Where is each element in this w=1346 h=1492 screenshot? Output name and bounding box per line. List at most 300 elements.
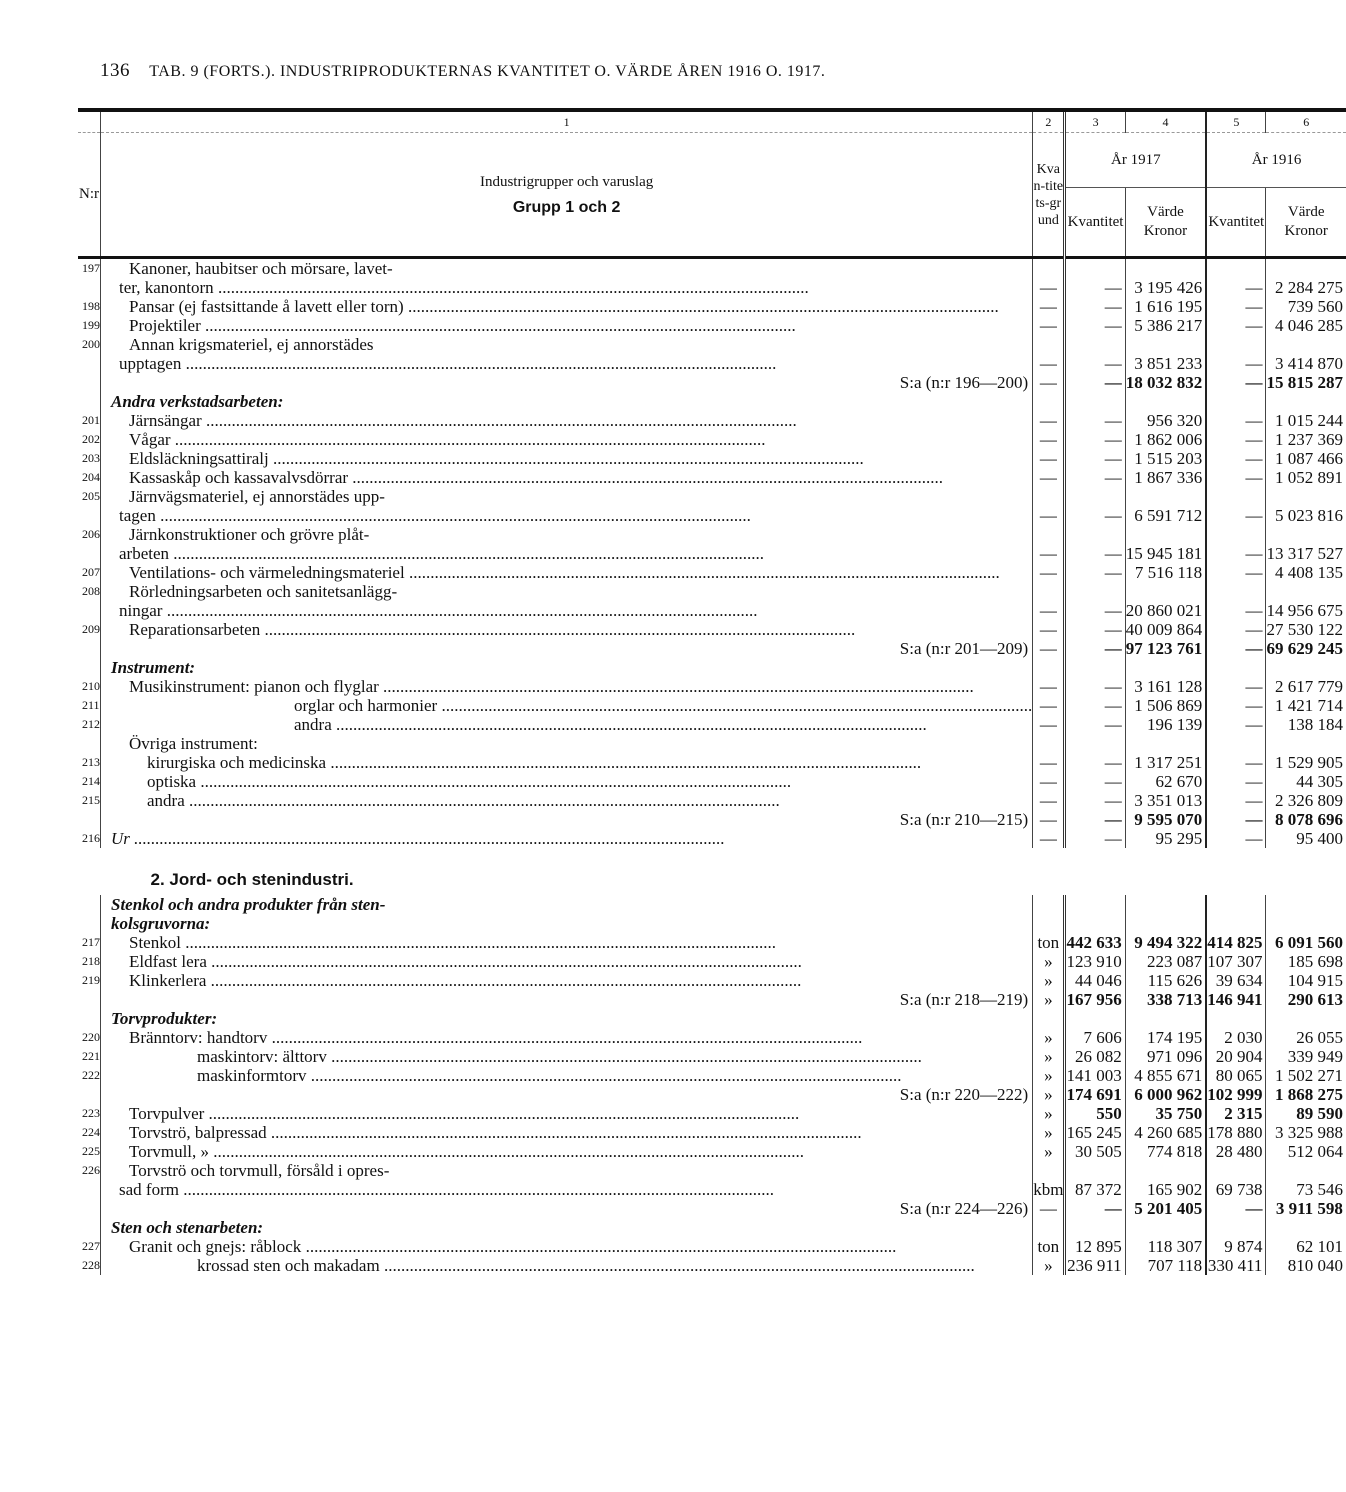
row-number: 204 <box>82 470 100 484</box>
row-number: 228 <box>82 1258 100 1272</box>
quantity-1917: 26 082 <box>1065 1047 1125 1066</box>
value-1917: 196 139 <box>1125 715 1206 734</box>
table-row <box>78 734 1346 753</box>
quantity-1916: 20 904 <box>1206 1047 1266 1066</box>
value-1916: 62 101 <box>1266 1237 1346 1256</box>
row-number: 206 <box>82 527 100 541</box>
table-row <box>78 990 1346 1009</box>
quantity-1917: — <box>1065 468 1125 487</box>
quantity-1917: — <box>1065 373 1125 392</box>
row-label-text: Torvströ och torvmull, försåld i opres- <box>129 1161 390 1180</box>
row-number <box>78 639 101 658</box>
value-1917: 18 032 832 <box>1125 373 1206 392</box>
row-label-text: kolsgruvorna: <box>111 914 211 933</box>
quantity-1917 <box>1065 895 1125 933</box>
value-1916 <box>1266 895 1346 933</box>
row-number <box>78 658 101 677</box>
unit-cell: » <box>1033 1142 1065 1161</box>
page-header <box>100 60 825 82</box>
value-1917: 223 087 <box>1125 952 1206 971</box>
row-number <box>78 1199 101 1218</box>
row-label <box>101 1199 1033 1218</box>
data-table <box>78 108 1346 1275</box>
row-number: 213 <box>82 755 100 769</box>
value-1917: 3 851 233 <box>1125 335 1206 373</box>
row-label-text: Eldsläckningsattiralj ..... <box>101 449 1032 468</box>
table-row <box>78 468 1346 487</box>
unit-cell: — <box>1033 316 1065 335</box>
quantity-1916: 414 825 <box>1206 933 1266 952</box>
table-row <box>78 952 1346 971</box>
value-1917: 40 009 864 <box>1125 620 1206 639</box>
value-1916: 185 698 <box>1266 952 1346 971</box>
row-label-text: arbeten ..... <box>101 544 1032 563</box>
quantity-1916: 28 480 <box>1206 1142 1266 1161</box>
row-label-text: andra ..... <box>294 715 1032 734</box>
table-row <box>78 715 1346 734</box>
row-number: 224 <box>82 1125 100 1139</box>
row-label-text: Sten och stenarbeten: <box>111 1218 264 1237</box>
row-number <box>78 1218 101 1237</box>
value-1916: 339 949 <box>1266 1047 1346 1066</box>
value-1916: 138 184 <box>1266 715 1346 734</box>
table-row <box>78 487 1346 525</box>
row-number: 205 <box>82 489 100 503</box>
row-label <box>101 582 1033 620</box>
value-1916: 2 617 779 <box>1266 677 1346 696</box>
row-label <box>101 791 1033 810</box>
quantity-1917: — <box>1065 1199 1125 1218</box>
row-number: 222 <box>82 1068 100 1082</box>
unit-cell: » <box>1033 1256 1065 1275</box>
row-label-text: S:a (n:r 196—200) <box>899 373 1029 392</box>
value-1916: 810 040 <box>1266 1256 1346 1275</box>
table-row <box>78 1218 1346 1237</box>
value-1917: 62 670 <box>1125 772 1206 791</box>
value-1917: 1 862 006 <box>1125 430 1206 449</box>
value-1916: 1 052 891 <box>1266 468 1346 487</box>
colnum-6: 6 <box>1266 110 1346 133</box>
value-1916: 14 956 675 <box>1266 582 1346 620</box>
unit-cell: — <box>1033 430 1065 449</box>
header-year-1917: År 1917 <box>1065 133 1206 188</box>
quantity-1917: — <box>1065 715 1125 734</box>
row-label <box>101 772 1033 791</box>
quantity-1916: 146 941 <box>1206 990 1266 1009</box>
row-label-text: maskinformtorv ..... <box>197 1066 1032 1085</box>
quantity-1916: — <box>1206 791 1266 810</box>
value-1917: 3 195 426 <box>1125 258 1206 298</box>
row-number <box>78 1009 101 1028</box>
quantity-1917 <box>1065 392 1125 411</box>
unit-cell: — <box>1033 715 1065 734</box>
quantity-1917: — <box>1065 810 1125 829</box>
quantity-1916: — <box>1206 430 1266 449</box>
quantity-1917: — <box>1065 620 1125 639</box>
row-label <box>101 810 1033 829</box>
value-1916: 1 529 905 <box>1266 753 1346 772</box>
value-1917: 338 713 <box>1125 990 1206 1009</box>
quantity-1917: 30 505 <box>1065 1142 1125 1161</box>
header-kvantitet-1917: Kvantitet <box>1065 188 1125 258</box>
value-1917: 6 000 962 <box>1125 1085 1206 1104</box>
value-1916: 739 560 <box>1266 297 1346 316</box>
quantity-1917: — <box>1065 449 1125 468</box>
quantity-1917: 44 046 <box>1065 971 1125 990</box>
unit-cell: — <box>1033 563 1065 582</box>
row-label-text: S:a (n:r 210—215) <box>899 810 1029 829</box>
quantity-1917 <box>1065 658 1125 677</box>
row-label-text: sad form ..... <box>101 1180 1032 1199</box>
unit-cell <box>1033 734 1065 753</box>
row-label-text: Järnsängar ..... <box>101 411 1032 430</box>
value-1917: 95 295 <box>1125 829 1206 848</box>
quantity-1917: — <box>1065 297 1125 316</box>
quantity-1917: — <box>1065 639 1125 658</box>
quantity-1916: — <box>1206 582 1266 620</box>
row-number <box>78 810 101 829</box>
quantity-1917: 141 003 <box>1065 1066 1125 1085</box>
quantity-1916: — <box>1206 620 1266 639</box>
value-1916: 512 064 <box>1266 1142 1346 1161</box>
colnum-3: 3 <box>1065 110 1125 133</box>
row-label <box>101 658 1033 677</box>
unit-cell: — <box>1033 335 1065 373</box>
row-label <box>101 449 1033 468</box>
row-label-text: maskintorv: älttorv ..... <box>197 1047 1032 1066</box>
row-number: 207 <box>82 565 100 579</box>
row-label-text: Järnkonstruktioner och grövre plåt- <box>129 525 370 544</box>
value-1916: 69 629 245 <box>1266 639 1346 658</box>
value-1917: 1 616 195 <box>1125 297 1206 316</box>
value-1916: 4 046 285 <box>1266 316 1346 335</box>
value-1916 <box>1266 734 1346 753</box>
table-row <box>78 1047 1346 1066</box>
quantity-1917: 550 <box>1065 1104 1125 1123</box>
quantity-1916: 69 738 <box>1206 1161 1266 1199</box>
row-label-text: S:a (n:r 218—219) <box>899 990 1029 1009</box>
row-label <box>101 696 1033 715</box>
value-1916: 3 414 870 <box>1266 335 1346 373</box>
table-row <box>78 430 1346 449</box>
quantity-1916: 330 411 <box>1206 1256 1266 1275</box>
row-label-text: upptagen ..... <box>101 354 1032 373</box>
row-label-text: ter, kanontorn ..... <box>101 278 1032 297</box>
value-1917: 1 867 336 <box>1125 468 1206 487</box>
colnum-4: 4 <box>1125 110 1206 133</box>
quantity-1917: 442 633 <box>1065 933 1125 952</box>
row-number: 197 <box>82 261 100 275</box>
header-varde-label: Värde <box>1147 204 1184 220</box>
row-label <box>101 753 1033 772</box>
row-label-text: Torvpulver ..... <box>101 1104 1032 1123</box>
table-row <box>78 1123 1346 1142</box>
value-1917: 6 591 712 <box>1125 487 1206 525</box>
value-1917: 1 515 203 <box>1125 449 1206 468</box>
quantity-1917: — <box>1065 753 1125 772</box>
row-number: 211 <box>82 698 100 712</box>
row-label <box>101 990 1033 1009</box>
row-label <box>101 335 1033 373</box>
unit-cell <box>1033 392 1065 411</box>
quantity-1917: 165 245 <box>1065 1123 1125 1142</box>
value-1916: 1 237 369 <box>1266 430 1346 449</box>
row-label-text: S:a (n:r 201—209) <box>899 639 1029 658</box>
row-label-text: optiska ..... <box>101 772 1032 791</box>
row-label-text: Projektiler ..... <box>101 316 1032 335</box>
quantity-1916: — <box>1206 297 1266 316</box>
unit-cell: » <box>1033 1028 1065 1047</box>
quantity-1916: — <box>1206 487 1266 525</box>
value-1916: 1 502 271 <box>1266 1066 1346 1085</box>
row-number: 199 <box>82 318 100 332</box>
unit-cell: — <box>1033 791 1065 810</box>
value-1916: 8 078 696 <box>1266 810 1346 829</box>
quantity-1917: 12 895 <box>1065 1237 1125 1256</box>
value-1917: 15 945 181 <box>1125 525 1206 563</box>
quantity-1917: — <box>1065 696 1125 715</box>
value-1917: 165 902 <box>1125 1161 1206 1199</box>
value-1917 <box>1125 1009 1206 1028</box>
row-label <box>101 392 1033 411</box>
unit-cell: — <box>1033 449 1065 468</box>
row-label <box>101 316 1033 335</box>
quantity-1916: — <box>1206 696 1266 715</box>
row-label <box>101 1123 1033 1142</box>
row-number: 223 <box>82 1106 100 1120</box>
row-label <box>101 895 1033 933</box>
unit-cell: — <box>1033 829 1065 848</box>
row-number <box>78 1085 101 1104</box>
quantity-1916: 178 880 <box>1206 1123 1266 1142</box>
quantity-1917: — <box>1065 430 1125 449</box>
row-label-text: Torvströ, balpressad ..... <box>101 1123 1032 1142</box>
row-label <box>101 525 1033 563</box>
quantity-1917: — <box>1065 791 1125 810</box>
header-unit: Kvan-titets-grund <box>1033 133 1065 258</box>
value-1916: 73 546 <box>1266 1161 1346 1199</box>
value-1916 <box>1266 658 1346 677</box>
value-1916 <box>1266 1218 1346 1237</box>
value-1917 <box>1125 392 1206 411</box>
row-label <box>101 1009 1033 1028</box>
row-label <box>101 258 1033 298</box>
quantity-1917: — <box>1065 258 1125 298</box>
unit-cell: — <box>1033 639 1065 658</box>
row-number: 200 <box>82 337 100 351</box>
table-row <box>78 316 1346 335</box>
value-1917: 1 506 869 <box>1125 696 1206 715</box>
value-1916 <box>1266 392 1346 411</box>
quantity-1916 <box>1206 658 1266 677</box>
unit-cell: — <box>1033 582 1065 620</box>
row-label <box>101 1161 1033 1199</box>
table-row <box>78 1104 1346 1123</box>
row-label-text: Pansar (ej fastsittande å lavett eller torn) ..... <box>101 297 1032 316</box>
unit-cell <box>1033 895 1065 933</box>
unit-cell: — <box>1033 620 1065 639</box>
value-1917 <box>1125 895 1206 933</box>
row-number: 208 <box>82 584 100 598</box>
row-number: 218 <box>82 954 100 968</box>
row-label-text: Instrument: <box>111 658 196 677</box>
table-row <box>78 1009 1346 1028</box>
row-number <box>78 895 101 933</box>
row-label <box>101 1085 1033 1104</box>
row-label <box>101 1237 1033 1256</box>
row-number: 216 <box>82 831 100 845</box>
header-name <box>101 133 1033 258</box>
row-label-text: S:a (n:r 220—222) <box>899 1085 1029 1104</box>
row-label <box>101 971 1033 990</box>
row-label <box>101 639 1033 658</box>
quantity-1917: — <box>1065 582 1125 620</box>
table-row <box>78 1256 1346 1275</box>
value-1916: 4 408 135 <box>1266 563 1346 582</box>
quantity-1916: — <box>1206 563 1266 582</box>
row-label <box>101 373 1033 392</box>
row-label <box>101 563 1033 582</box>
row-label-text: orglar och harmonier ..... <box>294 696 1032 715</box>
quantity-1917 <box>1065 1009 1125 1028</box>
value-1917: 971 096 <box>1125 1047 1206 1066</box>
value-1916: 13 317 527 <box>1266 525 1346 563</box>
value-1916: 1 421 714 <box>1266 696 1346 715</box>
value-1917: 4 855 671 <box>1125 1066 1206 1085</box>
unit-cell: — <box>1033 411 1065 430</box>
row-label <box>101 1028 1033 1047</box>
row-label-text: Bränntorv: handtorv ..... <box>101 1028 1032 1047</box>
header-name-line2: Grupp 1 och 2 <box>512 198 621 216</box>
row-label-text: Ventilations- och värmeledningsmateriel ..... <box>101 563 1032 582</box>
quantity-1916: 102 999 <box>1206 1085 1266 1104</box>
table-row <box>78 297 1346 316</box>
table-row <box>78 392 1346 411</box>
header-kvantitet-1916: Kvantitet <box>1206 188 1266 258</box>
value-1917: 3 161 128 <box>1125 677 1206 696</box>
quantity-1916: — <box>1206 335 1266 373</box>
row-label-text: Granit och gnejs: råblock ..... <box>101 1237 1032 1256</box>
quantity-1916: — <box>1206 411 1266 430</box>
colnum-5: 5 <box>1206 110 1266 133</box>
row-number: 220 <box>82 1030 100 1044</box>
row-number: 227 <box>82 1239 100 1253</box>
row-label-text: Stenkol och andra produkter från sten- <box>111 895 386 914</box>
unit-cell: kbm <box>1033 1161 1065 1199</box>
row-label <box>101 487 1033 525</box>
row-number <box>78 373 101 392</box>
value-1917: 774 818 <box>1125 1142 1206 1161</box>
section2-title: 2. Jord- och stenindustri. <box>150 870 354 889</box>
row-label-text: Ur ..... <box>111 829 1032 848</box>
quantity-1916: — <box>1206 772 1266 791</box>
quantity-1916: — <box>1206 810 1266 829</box>
table-row <box>78 639 1346 658</box>
row-label <box>101 411 1033 430</box>
table-row <box>78 1028 1346 1047</box>
row-label-text: Övriga instrument: <box>129 734 258 753</box>
row-label-text: S:a (n:r 224—226) <box>899 1199 1029 1218</box>
quantity-1916: — <box>1206 468 1266 487</box>
quantity-1916 <box>1206 392 1266 411</box>
header-nr: N:r <box>78 133 101 258</box>
unit-cell: » <box>1033 990 1065 1009</box>
row-number: 212 <box>82 717 100 731</box>
value-1917 <box>1125 734 1206 753</box>
unit-cell <box>1033 1009 1065 1028</box>
table-row <box>78 449 1346 468</box>
value-1916: 2 284 275 <box>1266 258 1346 298</box>
quantity-1916: — <box>1206 1199 1266 1218</box>
quantity-1917: 174 691 <box>1065 1085 1125 1104</box>
quantity-1916: — <box>1206 753 1266 772</box>
table-row <box>78 1199 1346 1218</box>
value-1917: 118 307 <box>1125 1237 1206 1256</box>
header-name-line1: Industrigrupper och varuslag <box>479 173 654 190</box>
row-number: 215 <box>82 793 100 807</box>
quantity-1917: 167 956 <box>1065 990 1125 1009</box>
unit-cell: — <box>1033 297 1065 316</box>
row-label <box>101 1142 1033 1161</box>
table-row <box>78 620 1346 639</box>
row-label-text: kirurgiska och medicinska ..... <box>101 753 1032 772</box>
unit-cell: — <box>1033 525 1065 563</box>
row-label-text: Stenkol ..... <box>101 933 1032 952</box>
row-label-text: Musikinstrument: pianon och flyglar ..... <box>101 677 1032 696</box>
value-1916: 3 911 598 <box>1266 1199 1346 1218</box>
unit-cell: — <box>1033 468 1065 487</box>
value-1917: 174 195 <box>1125 1028 1206 1047</box>
row-number: 209 <box>82 622 100 636</box>
quantity-1916: — <box>1206 373 1266 392</box>
value-1916: 290 613 <box>1266 990 1346 1009</box>
quantity-1916: — <box>1206 525 1266 563</box>
row-number <box>78 392 101 411</box>
row-number: 203 <box>82 451 100 465</box>
quantity-1917: — <box>1065 487 1125 525</box>
quantity-1916: — <box>1206 316 1266 335</box>
row-number: 210 <box>82 679 100 693</box>
unit-cell: » <box>1033 952 1065 971</box>
table-row <box>78 677 1346 696</box>
value-1916: 27 530 122 <box>1266 620 1346 639</box>
unit-cell: ton <box>1033 1237 1065 1256</box>
row-number: 201 <box>82 413 100 427</box>
row-label-text: Kassaskåp och kassavalvsdörrar ..... <box>101 468 1032 487</box>
unit-cell: — <box>1033 810 1065 829</box>
quantity-1917: 236 911 <box>1065 1256 1125 1275</box>
table-row <box>78 582 1346 620</box>
quantity-1917: — <box>1065 563 1125 582</box>
value-1917: 5 386 217 <box>1125 316 1206 335</box>
quantity-1917: — <box>1065 829 1125 848</box>
quantity-1917 <box>1065 734 1125 753</box>
row-label <box>101 677 1033 696</box>
table-row <box>78 971 1346 990</box>
value-1917 <box>1125 1218 1206 1237</box>
unit-cell: » <box>1033 1104 1065 1123</box>
row-number: 202 <box>82 432 100 446</box>
table-row <box>78 258 1346 298</box>
quantity-1916 <box>1206 734 1266 753</box>
value-1917: 9 494 322 <box>1125 933 1206 952</box>
row-number <box>78 990 101 1009</box>
value-1916 <box>1266 1009 1346 1028</box>
value-1916: 2 326 809 <box>1266 791 1346 810</box>
table-row <box>78 753 1346 772</box>
header-kronor-label: Kronor <box>1284 223 1328 239</box>
row-label-text: ningar ..... <box>101 601 1032 620</box>
